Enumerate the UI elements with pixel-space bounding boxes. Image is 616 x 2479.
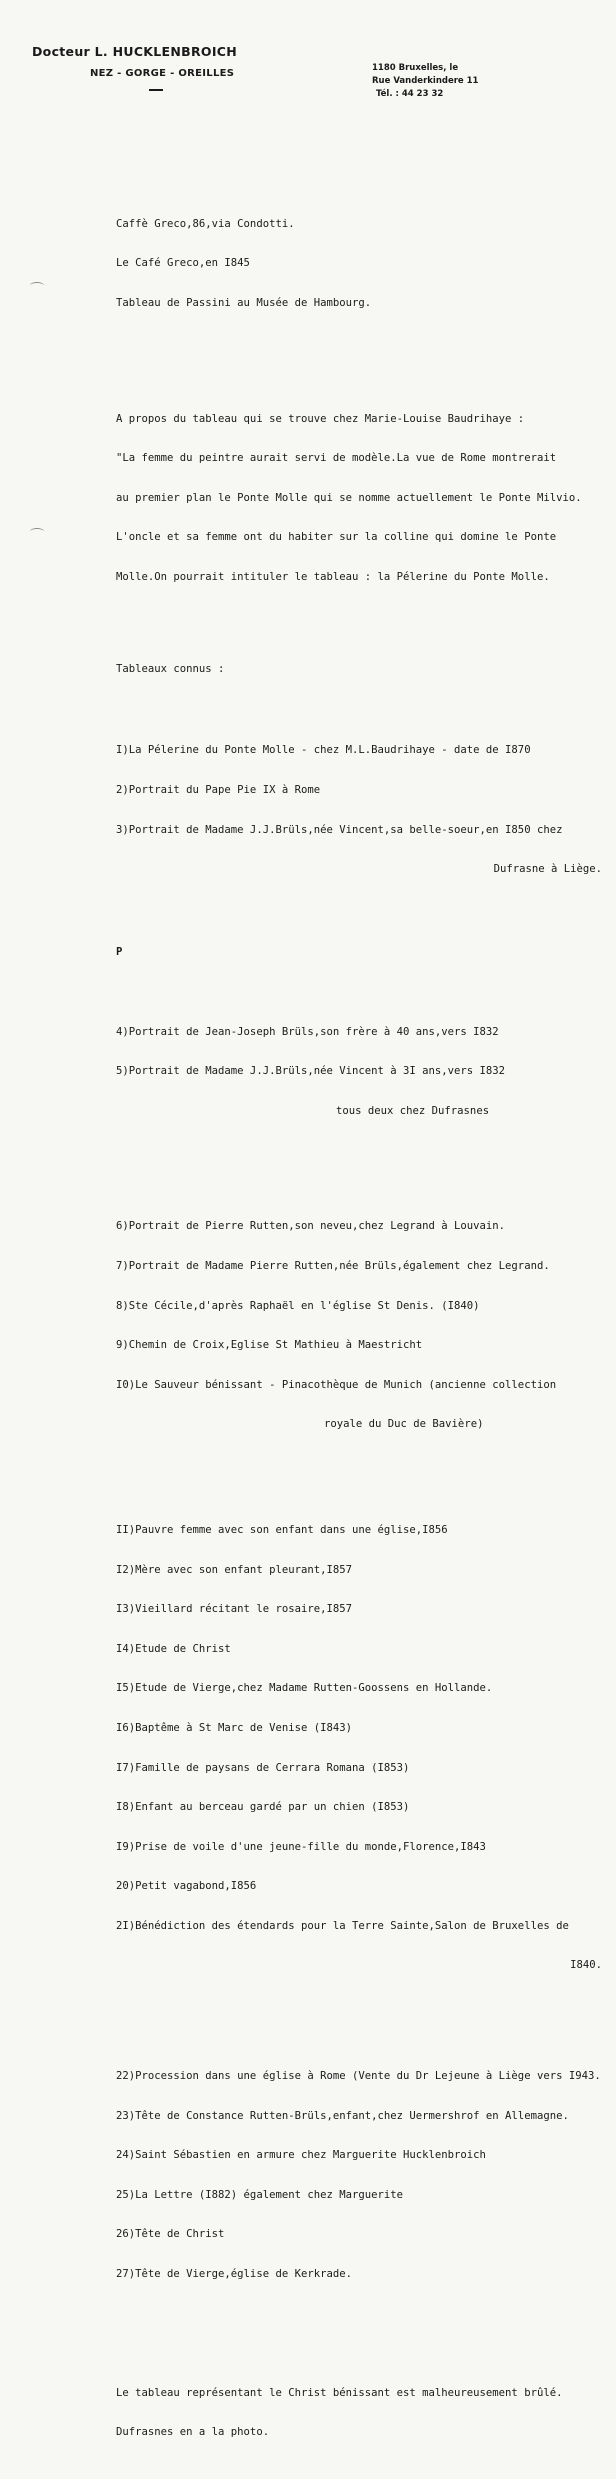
- list-item: 22)Procession dans une église à Rome (Vente du Dr Lejeune à Liège vers I943.: [116, 2070, 601, 2083]
- punch-hole-mark: [30, 282, 44, 289]
- list-heading: Tableaux connus :: [116, 663, 225, 676]
- list-item: I6)Baptême à St Marc de Venise (I843): [116, 1721, 352, 1734]
- list-item: 20)Petit vagabond,I856: [116, 1880, 257, 1893]
- list-item: 5)Portrait de Madame J.J.Brüls,née Vincent à 3I ans,vers I832: [116, 1065, 506, 1078]
- letter-body: [116, 165, 602, 2479]
- punch-hole-mark: [30, 528, 44, 535]
- p-mark: P: [116, 946, 123, 959]
- paragraph-line: L'oncle et sa femme ont du habiter sur la colline qui domine le Ponte: [116, 531, 557, 544]
- list-item: I4)Etude de Christ: [116, 1642, 231, 1655]
- list-item: I8)Enfant au berceau gardé par un chien (I853): [116, 1801, 410, 1814]
- list-item: 26)Tête de Christ: [116, 2228, 225, 2241]
- list-item: 4)Portrait de Jean-Joseph Brüls,son frère à 40 ans,vers I832: [116, 1025, 499, 1038]
- list-item: 23)Tête de Constance Rutten-Brüls,enfant,chez Uermershrof en Allemagne.: [116, 2109, 569, 2122]
- list-item: 9)Chemin de Croix,Eglise St Mathieu à Maestricht: [116, 1339, 423, 1352]
- intro-line: Tableau de Passini au Musée de Hambourg.: [116, 297, 372, 309]
- paragraph-line: au premier plan le Ponte Molle qui se nomme actuellement le Ponte Milvio.: [116, 491, 582, 504]
- list-item: I9)Prise de voile d'une jeune-fille du monde,Florence,I843: [116, 1840, 486, 1853]
- letterhead-left: [32, 44, 237, 91]
- list-group: [116, 2044, 602, 2308]
- intro-block: [116, 191, 602, 336]
- list-item: 8)Ste Cécile,d'après Raphaël en l'église St Denis. (I840): [116, 1299, 480, 1312]
- paragraph-line: Molle.On pourrait intituler le tableau : la Pélerine du Ponte Molle.: [116, 570, 550, 583]
- list-item-continuation: royale du Duc de Bavière): [324, 1418, 484, 1431]
- list-item: I)La Pélerine du Ponte Molle - chez M.L.Baudrihaye - date de I870: [116, 744, 531, 757]
- list-item: 7)Portrait de Madame Pierre Rutten,née Brüls,également chez Legrand.: [116, 1259, 550, 1272]
- list-item: 2)Portrait du Pape Pie IX à Rome: [116, 783, 321, 796]
- list-item-continuation: tous deux chez Dufrasnes: [336, 1104, 490, 1117]
- list-item: 24)Saint Sébastien en armure chez Marguerite Hucklenbroich: [116, 2149, 486, 2162]
- closing-block: [116, 2360, 602, 2466]
- letterhead-rule: [149, 89, 163, 91]
- list-item: I3)Vieillard récitant le rosaire,I857: [116, 1603, 352, 1616]
- doctor-name: Docteur L. HUCKLENBROICH: [32, 44, 238, 59]
- list-item-continuation: I840.: [570, 1959, 602, 1972]
- specialty: NEZ - GORGE - OREILLES: [90, 68, 235, 79]
- list-item: 25)La Lettre (I882) également chez Marguerite: [116, 2188, 404, 2201]
- paragraph-line: "La femme du peintre aurait servi de modèle.La vue de Rome montrerait: [116, 452, 557, 465]
- list-item: II)Pauvre femme avec son enfant dans une église,I856: [116, 1523, 448, 1536]
- list-item-continuation: Dufrasne à Liège.: [493, 863, 602, 876]
- closing-line: Le tableau représentant le Christ bénissant est malheureusement brûlé.: [116, 2386, 563, 2399]
- paragraph-line: A propos du tableau qui se trouve chez Marie-Louise Baudrihaye :: [116, 412, 525, 425]
- list-group: [116, 1194, 602, 1458]
- list-item: 27)Tête de Vierge,église de Kerkrade.: [116, 2268, 352, 2281]
- list-item: I2)Mère avec son enfant pleurant,I857: [116, 1563, 352, 1576]
- address-city: 1180 Bruxelles, le: [372, 63, 459, 73]
- letterhead-address: [372, 62, 478, 101]
- list-item: 6)Portrait de Pierre Rutten,son neveu,chez Legrand à Louvain.: [116, 1220, 506, 1233]
- list-item: 2I)Bénédiction des étendards pour la Terre Sainte,Salon de Bruxelles de: [116, 1919, 569, 1932]
- list-item: 3)Portrait de Madame J.J.Brüls,née Vincent,sa belle-soeur,en I850 chez: [116, 823, 563, 836]
- address-street: Rue Vanderkindere 11: [372, 76, 479, 86]
- list-item: I7)Famille de paysans de Cerrara Romana (I853): [116, 1761, 410, 1774]
- closing-line: Dufrasnes en a la photo.: [116, 2426, 270, 2439]
- list-group: [116, 1498, 602, 2000]
- intro-line: Caffè Greco,86,via Condotti.: [116, 217, 295, 230]
- intro-line: Le Café Greco,en I845: [116, 257, 250, 270]
- list-group: [116, 718, 602, 903]
- list-item: I5)Etude de Vierge,chez Madame Rutten-Goossens en Hollande.: [116, 1682, 493, 1695]
- list-item: I0)Le Sauveur bénissant - Pinacothèque de Munich (ancienne collection: [116, 1378, 557, 1391]
- list-group: [116, 999, 602, 1144]
- paragraph-block: [116, 386, 602, 610]
- address-phone: Tél. : 44 23 32: [376, 89, 444, 99]
